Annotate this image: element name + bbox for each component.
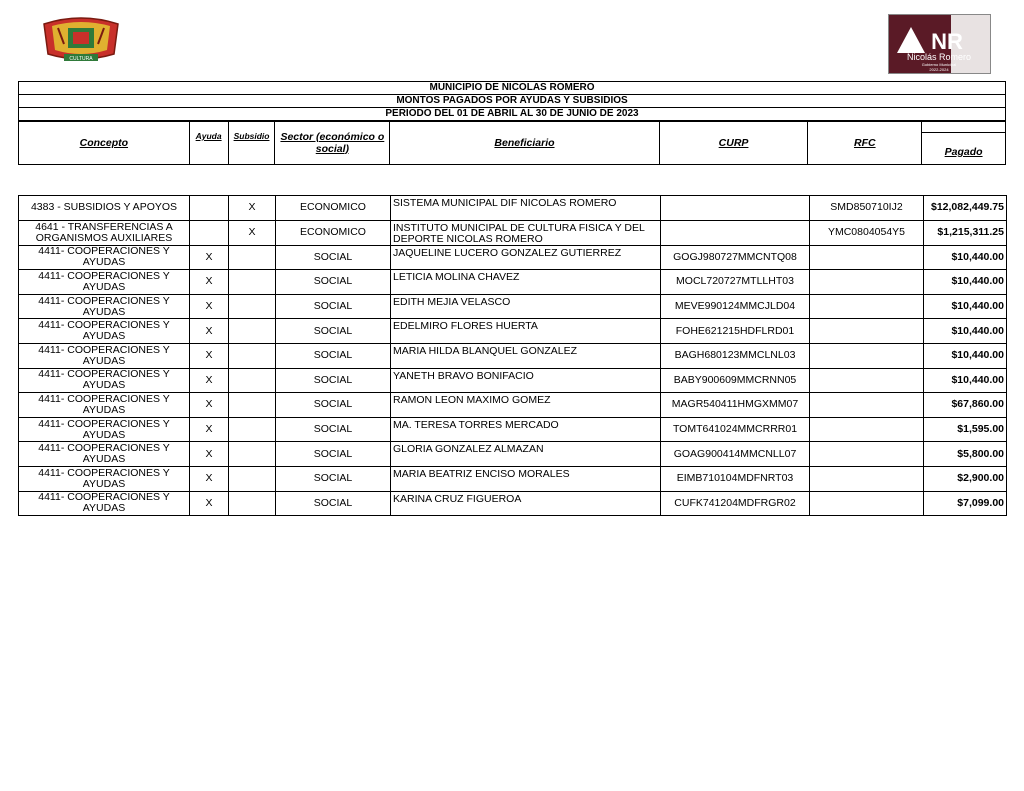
cell-subsidio bbox=[229, 245, 276, 270]
report-title-block bbox=[18, 81, 1006, 122]
cell-subsidio bbox=[229, 442, 276, 467]
cell-subsidio bbox=[229, 294, 276, 319]
cell-subsidio bbox=[229, 343, 276, 368]
cell-concepto: 4411- COOPERACIONES Y AYUDAS bbox=[19, 270, 190, 295]
municipal-seal-logo bbox=[38, 14, 124, 64]
cell-rfc bbox=[810, 417, 924, 442]
cell-concepto: 4411- COOPERACIONES Y AYUDAS bbox=[19, 319, 190, 344]
cell-ayuda: X bbox=[190, 294, 229, 319]
cell-rfc: YMC0804054Y5 bbox=[810, 220, 924, 245]
cell-sector: SOCIAL bbox=[276, 294, 391, 319]
cell-pagado: $10,440.00 bbox=[924, 270, 1007, 295]
table-row bbox=[19, 220, 1007, 245]
logo-years: 2022-2024 bbox=[929, 67, 949, 72]
cell-subsidio bbox=[229, 368, 276, 393]
cell-beneficiario: MARIA HILDA BLANQUEL GONZALEZ bbox=[391, 343, 661, 368]
cell-sector: SOCIAL bbox=[276, 442, 391, 467]
cell-sector: SOCIAL bbox=[276, 343, 391, 368]
cell-curp: MAGR540411HMGXMM07 bbox=[661, 393, 810, 418]
cell-subsidio bbox=[229, 393, 276, 418]
cell-curp: MOCL720727MTLLHT03 bbox=[661, 270, 810, 295]
cell-ayuda: X bbox=[190, 442, 229, 467]
logo-initials: NR bbox=[931, 29, 963, 54]
cell-curp: FOHE621215HDFLRD01 bbox=[661, 319, 810, 344]
cell-curp: BAGH680123MMCLNL03 bbox=[661, 343, 810, 368]
col-beneficiario: Beneficiario bbox=[390, 121, 659, 164]
cell-sector: SOCIAL bbox=[276, 319, 391, 344]
cell-ayuda bbox=[190, 196, 229, 221]
cell-sector: ECONOMICO bbox=[276, 220, 391, 245]
cell-curp bbox=[661, 220, 810, 245]
cell-curp: CUFK741204MDFRGR02 bbox=[661, 491, 810, 516]
table-row bbox=[19, 294, 1007, 319]
table-row bbox=[19, 319, 1007, 344]
cell-concepto: 4641 - TRANSFERENCIAS A ORGANISMOS AUXILIARES bbox=[19, 220, 190, 245]
table-row bbox=[19, 491, 1007, 516]
cell-pagado: $10,440.00 bbox=[924, 343, 1007, 368]
cell-concepto: 4411- COOPERACIONES Y AYUDAS bbox=[19, 393, 190, 418]
cell-curp: BABY900609MMCRNN05 bbox=[661, 368, 810, 393]
col-subsidio: Subsidio bbox=[229, 121, 276, 164]
cell-curp: TOMT641024MMCRRR01 bbox=[661, 417, 810, 442]
table-row bbox=[19, 466, 1007, 491]
cell-curp: EIMB710104MDFNRT03 bbox=[661, 466, 810, 491]
cell-concepto: 4411- COOPERACIONES Y AYUDAS bbox=[19, 442, 190, 467]
table-row bbox=[19, 368, 1007, 393]
cell-pagado: $10,440.00 bbox=[924, 319, 1007, 344]
col-concepto: Concepto bbox=[19, 121, 190, 164]
cell-beneficiario: GLORIA GONZALEZ ALMAZAN bbox=[391, 442, 661, 467]
cell-concepto: 4411- COOPERACIONES Y AYUDAS bbox=[19, 294, 190, 319]
cell-subsidio bbox=[229, 491, 276, 516]
title-municipio: MUNICIPIO DE NICOLAS ROMERO bbox=[19, 82, 1005, 95]
cell-pagado: $10,440.00 bbox=[924, 245, 1007, 270]
cell-pagado: $67,860.00 bbox=[924, 393, 1007, 418]
cell-pagado: $5,800.00 bbox=[924, 442, 1007, 467]
cell-ayuda: X bbox=[190, 245, 229, 270]
cell-rfc bbox=[810, 245, 924, 270]
cell-beneficiario: YANETH BRAVO BONIFACIO bbox=[391, 368, 661, 393]
cell-pagado: $7,099.00 bbox=[924, 491, 1007, 516]
cell-rfc bbox=[810, 343, 924, 368]
payments-table bbox=[18, 195, 1007, 516]
cell-beneficiario: JAQUELINE LUCERO GONZALEZ GUTIERREZ bbox=[391, 245, 661, 270]
column-header-row bbox=[18, 121, 1006, 165]
cell-concepto: 4411- COOPERACIONES Y AYUDAS bbox=[19, 245, 190, 270]
table-row bbox=[19, 196, 1007, 221]
table-row bbox=[19, 417, 1007, 442]
cell-ayuda: X bbox=[190, 270, 229, 295]
government-logo bbox=[888, 14, 991, 74]
cell-beneficiario: EDITH MEJIA VELASCO bbox=[391, 294, 661, 319]
cell-sector: SOCIAL bbox=[276, 417, 391, 442]
cell-curp: MEVE990124MMCJLD04 bbox=[661, 294, 810, 319]
cell-rfc bbox=[810, 319, 924, 344]
cell-concepto: 4411- COOPERACIONES Y AYUDAS bbox=[19, 491, 190, 516]
cell-subsidio bbox=[229, 417, 276, 442]
cell-concepto: 4383 - SUBSIDIOS Y APOYOS bbox=[19, 196, 190, 221]
cell-beneficiario: RAMON LEON MAXIMO GOMEZ bbox=[391, 393, 661, 418]
cell-ayuda: X bbox=[190, 319, 229, 344]
cell-beneficiario: KARINA CRUZ FIGUEROA bbox=[391, 491, 661, 516]
cell-beneficiario: EDELMIRO FLORES HUERTA bbox=[391, 319, 661, 344]
table-row bbox=[19, 343, 1007, 368]
cell-sector: SOCIAL bbox=[276, 245, 391, 270]
seal-text: CULTURA bbox=[69, 56, 93, 62]
col-ayuda: Ayuda bbox=[190, 121, 229, 164]
cell-rfc bbox=[810, 466, 924, 491]
cell-curp: GOAG900414MMCNLL07 bbox=[661, 442, 810, 467]
logo-name: Nicolás Romero bbox=[906, 52, 972, 62]
cell-rfc: SMD850710IJ2 bbox=[810, 196, 924, 221]
cell-subsidio bbox=[229, 466, 276, 491]
col-pagado: Pagado bbox=[922, 121, 1005, 164]
cell-beneficiario: MARIA BEATRIZ ENCISO MORALES bbox=[391, 466, 661, 491]
cell-beneficiario: MA. TERESA TORRES MERCADO bbox=[391, 417, 661, 442]
col-sector: Sector (económico o social) bbox=[275, 121, 390, 164]
cell-pagado: $10,440.00 bbox=[924, 368, 1007, 393]
cell-ayuda: X bbox=[190, 491, 229, 516]
cell-ayuda: X bbox=[190, 466, 229, 491]
cell-curp bbox=[661, 196, 810, 221]
cell-ayuda bbox=[190, 220, 229, 245]
cell-pagado: $1,215,311.25 bbox=[924, 220, 1007, 245]
table-row bbox=[19, 245, 1007, 270]
cell-sector: SOCIAL bbox=[276, 270, 391, 295]
cell-curp: GOGJ980727MMCNTQ08 bbox=[661, 245, 810, 270]
table-row bbox=[19, 393, 1007, 418]
col-rfc: RFC bbox=[808, 121, 922, 164]
cell-pagado: $1,595.00 bbox=[924, 417, 1007, 442]
cell-ayuda: X bbox=[190, 368, 229, 393]
table-row bbox=[19, 270, 1007, 295]
cell-rfc bbox=[810, 491, 924, 516]
cell-pagado: $12,082,449.75 bbox=[924, 196, 1007, 221]
cell-sector: SOCIAL bbox=[276, 466, 391, 491]
cell-sector: SOCIAL bbox=[276, 393, 391, 418]
cell-subsidio bbox=[229, 270, 276, 295]
cell-sector: ECONOMICO bbox=[276, 196, 391, 221]
logo-sub: Gobierno Municipal bbox=[921, 62, 957, 67]
cell-rfc bbox=[810, 368, 924, 393]
cell-subsidio bbox=[229, 319, 276, 344]
cell-rfc bbox=[810, 442, 924, 467]
cell-subsidio: X bbox=[229, 220, 276, 245]
col-curp: CURP bbox=[660, 121, 809, 164]
cell-concepto: 4411- COOPERACIONES Y AYUDAS bbox=[19, 368, 190, 393]
cell-sector: SOCIAL bbox=[276, 491, 391, 516]
cell-concepto: 4411- COOPERACIONES Y AYUDAS bbox=[19, 466, 190, 491]
cell-ayuda: X bbox=[190, 393, 229, 418]
cell-sector: SOCIAL bbox=[276, 368, 391, 393]
cell-rfc bbox=[810, 270, 924, 295]
table-row bbox=[19, 442, 1007, 467]
cell-rfc bbox=[810, 294, 924, 319]
cell-rfc bbox=[810, 393, 924, 418]
cell-ayuda: X bbox=[190, 417, 229, 442]
cell-beneficiario: INSTITUTO MUNICIPAL DE CULTURA FISICA Y DEL DEPORTE NICOLAS ROMERO bbox=[391, 220, 661, 245]
cell-ayuda: X bbox=[190, 343, 229, 368]
cell-concepto: 4411- COOPERACIONES Y AYUDAS bbox=[19, 417, 190, 442]
cell-beneficiario: SISTEMA MUNICIPAL DIF NICOLAS ROMERO bbox=[391, 196, 661, 221]
cell-pagado: $2,900.00 bbox=[924, 466, 1007, 491]
cell-concepto: 4411- COOPERACIONES Y AYUDAS bbox=[19, 343, 190, 368]
cell-pagado: $10,440.00 bbox=[924, 294, 1007, 319]
title-montos: MONTOS PAGADOS POR AYUDAS Y SUBSIDIOS bbox=[19, 95, 1005, 108]
cell-beneficiario: LETICIA MOLINA CHAVEZ bbox=[391, 270, 661, 295]
cell-subsidio: X bbox=[229, 196, 276, 221]
title-periodo: PERIODO DEL 01 DE ABRIL AL 30 DE JUNIO DE 2023 bbox=[19, 108, 1005, 121]
